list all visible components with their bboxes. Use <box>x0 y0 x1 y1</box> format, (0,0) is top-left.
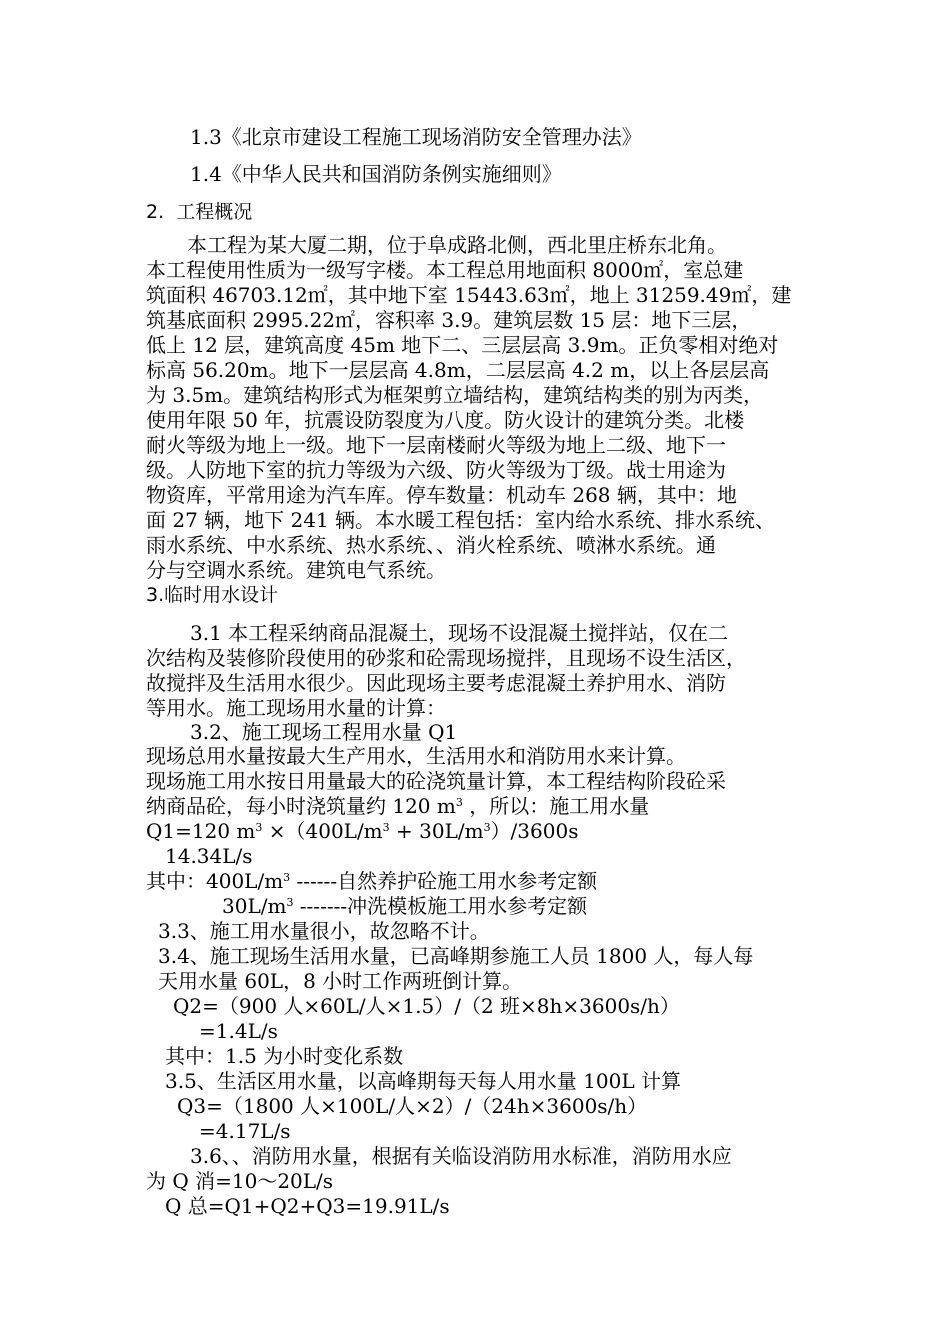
paragraph-line: 使用年限 50 年，抗震设防裂度为八度。防火设计的建筑分类。北楼 <box>146 408 745 432</box>
paragraph-line: 标高 56.20m。地下一层层高 4.8m，二层层高 4.2 m，以上各层层高 <box>146 358 770 382</box>
paragraph-3-3: 3.3、施工用水量很小，故忽略不计。 <box>158 919 490 943</box>
paragraph-line: 低上 12 层，建筑高度 45m 地下二、三层层高 3.9m。正负零相对绝对 <box>146 333 779 357</box>
paragraph-line: 现场总用水量按最大生产用水，生活用水和消防用水来计算。 <box>146 744 686 768</box>
paragraph-line: 级。人防地下室的抗力等级为六级、防火等级为丁级。战士用途为 <box>146 458 726 482</box>
paragraph-line: 为 3.5m。建筑结构形式为框架剪立墙结构，建筑结构类的别为丙类， <box>146 383 764 407</box>
section-heading: 2. 工程概况 <box>146 201 253 223</box>
reference-item: 1.4《中华人民共和国消防条例实施细则》 <box>190 162 562 186</box>
paragraph-line: 天用水量 60L，8 小时工作两班倒计算。 <box>158 969 523 993</box>
paragraph-line: 物资库，平常用途为汽车库。停车数量：机动车 268 辆，其中：地 <box>146 483 737 507</box>
paragraph-line: 筑基底面积 2995.22㎡，容积率 3.9。建筑层数 15 层：地下三层， <box>146 308 752 332</box>
total-formula: Q 总=Q1+Q2+Q3=19.91L/s <box>165 1194 450 1218</box>
formula-q3: Q3=（1800 人×100L/人×2）/（24h×3600s/h） <box>177 1094 648 1118</box>
paragraph-line: 等用水。施工现场用水量的计算： <box>146 696 446 720</box>
paragraph-line: 雨水系统、中水系统、热水系统、、消火栓系统、喷淋水系统。通 <box>146 533 716 557</box>
reference-item: 1.3《北京市建设工程施工现场消防安全管理办法》 <box>190 125 642 149</box>
result-q3: =4.17L/s <box>199 1119 291 1143</box>
paragraph-line: 本工程使用性质为一级写字楼。本工程总用地面积 8000㎡，室总建 <box>146 258 744 282</box>
paragraph-3-5: 3.5、生活区用水量，以高峰期每天每人用水量 100L 计算 <box>165 1069 681 1093</box>
note-line: 其中：1.5 为小时变化系数 <box>165 1044 404 1068</box>
section-heading: 3.临时用水设计 <box>146 584 279 606</box>
result-q1: 14.34L/s <box>165 844 253 868</box>
paragraph-line: 3.1 本工程采纳商品混凝土，现场不设混凝土搅拌站，仅在二 <box>190 621 729 645</box>
result-q2: =1.4L/s <box>199 1019 278 1043</box>
definition-line: 其中：$400L/m^3$ ------自然养护砼施工用水参考定额 <box>146 869 598 893</box>
paragraph-line: 面 27 辆，地下 241 辆。本水暖工程包括：室内给水系统、排水系统、 <box>146 508 776 532</box>
paragraph-line: 分与空调水系统。建筑电气系统。 <box>146 558 446 582</box>
paragraph-line: 现场施工用水按日用量最大的砼浇筑量计算，本工程结构阶段砼采 <box>146 769 726 793</box>
paragraph-line: 3.4、施工现场生活用水量，已高峰期参施工人员 1800 人，每人每 <box>158 944 754 968</box>
formula-q2: Q2=（900 人×60L/人×1.5）/（2 班×8h×3600s/h） <box>173 994 680 1018</box>
subsection-title: 3.2、施工现场工程用水量 Q1 <box>190 720 458 744</box>
paragraph-line: 耐火等级为地上一级。地下一层南楼耐火等级为地上二级、地下一 <box>146 433 726 457</box>
paragraph-line: 次结构及装修阶段使用的砂浆和砼需现场搅拌，且现场不设生活区， <box>146 646 746 670</box>
paragraph-line: 3.6、、消防用水量，根据有关临设消防用水标准，消防用水应 <box>190 1144 732 1168</box>
formula-q1: Q1=120 $m^3 \times(400L/m^3 + 30L/m^3)/3600s$ <box>146 819 579 843</box>
paragraph-line: 为 Q 消=10～20L/s <box>146 1169 334 1193</box>
paragraph-line: 故搅拌及生活用水很少。因此现场主要考虑混凝土养护用水、消防 <box>146 671 726 695</box>
paragraph-line: 筑面积 46703.12㎡，其中地下室 15443.63㎡，地上 31259.49㎡，建 <box>146 283 792 307</box>
definition-line: $30L/m^3$ -------冲洗模板施工用水参考定额 <box>222 894 588 918</box>
paragraph-line: 本工程为某大厦二期，位于阜成路北侧，西北里庄桥东北角。 <box>187 233 727 257</box>
paragraph-line: 纳商品砼，每小时浇筑量约 120 $m^3$ ，所以：施工用水量 <box>146 794 650 818</box>
